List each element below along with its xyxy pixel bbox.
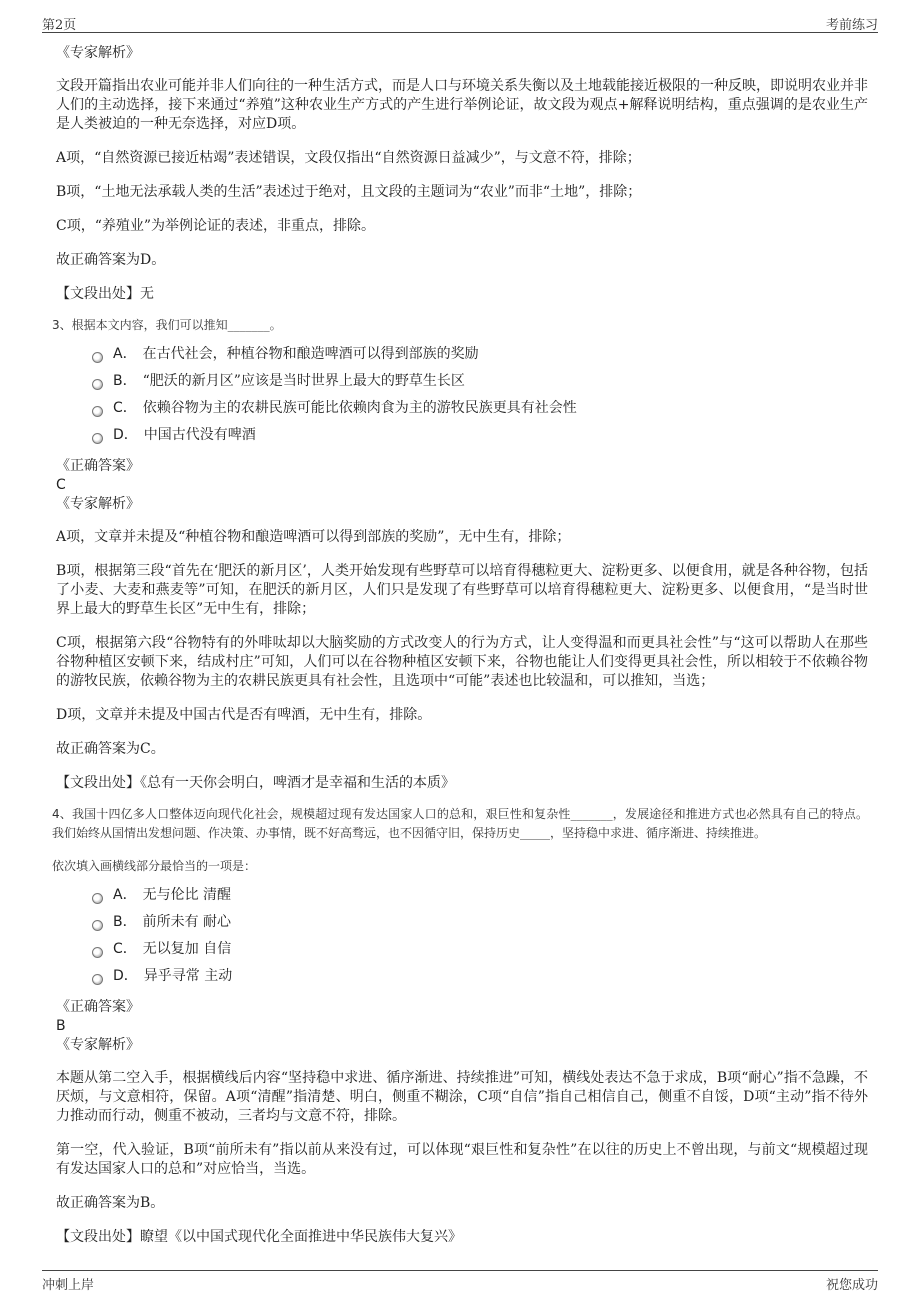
q3-options [92,341,868,449]
analysis-tag: 《专家解析》 [56,1037,140,1053]
analysis-paragraph: C项，根据第六段“谷物特有的外啡呔却以大脑奖励的方式改变人的行为方式，让人变得温和而更具社会性”与“这可以帮助人在那些谷物种植区安顿下来，结成村庄”可知，人们可以在谷物种植区安顿下来，谷物也能让人们变得更具社会性，所以相较于不依赖谷物的游牧民族，依赖谷物为主的农耕民族更具有社会性，且选项中“可能”表述也比较温和，可以推知，当选； [56,635,868,689]
answer-tag: 《正确答案》 [56,999,140,1015]
radio-button-icon[interactable] [92,893,103,904]
answer-conclusion: 故正确答案为B。 [56,1195,165,1211]
question-3 [52,316,868,335]
question-4 [52,805,868,843]
analysis-tag: 《专家解析》 [56,45,140,61]
analysis-paragraph: 本题从第二空入手，根据横线后内容“坚持稳中求进、循序渐进、持续推进”可知，横线处表达不急于求成，B项“耐心”指不急躁，不厌烦，与文意相符，保留。A项“清醒”指清楚、明白，侧重不糊涂，C项“自信”指自己相信自己，侧重不自馁，D项“主动”指不待外力推动而行动，侧重不被动，三者均与文意不符，排除。 [56,1070,868,1124]
page-number: 第2页 [42,18,77,33]
radio-button-icon[interactable] [92,920,103,931]
source-citation: 【文段出处】瞭望《以中国式现代化全面推进中华民族伟大复兴》 [56,1229,462,1245]
option-a[interactable]: A． 在古代社会，种植谷物和酿造啤酒可以得到部族的奖励 [92,341,868,368]
answer-conclusion: 故正确答案为D。 [56,252,166,268]
question-number: 4、 [52,807,72,821]
option-d[interactable]: D． 异乎寻常 主动 [92,963,868,990]
source-citation: 【文段出处】《总有一天你会明白，啤酒才是幸福和生活的本质》 [56,775,455,791]
document-body [52,44,868,1259]
question-number: 3、 [52,318,72,332]
q4-options [92,882,868,990]
analysis-paragraph: B项，“土地无法承载人类的生活”表述过于绝对，且文段的主题词为“农业”而非“土地”，排除； [56,184,642,200]
option-c[interactable]: C． 依赖谷物为主的农耕民族可能比依赖肉食为主的游牧民族更具有社会性 [92,395,868,422]
correct-answer: B [56,1018,66,1034]
option-b[interactable]: B． 前所未有 耐心 [92,909,868,936]
answer-conclusion: 故正确答案为C。 [56,741,165,757]
radio-button-icon[interactable] [92,352,103,363]
analysis-tag: 《专家解析》 [56,496,140,512]
analysis-paragraph: B项，根据第三段“首先在‘肥沃的新月区’，人类开始发现有些野草可以培育得穗粒更大、淀粉更多、以便食用，就是各种谷物，包括了小麦、大麦和燕麦等”可知，在肥沃的新月区，人们只是发现了有些野草可以培育得穗粒更大、淀粉更多、以便食用，“是当时世界上最大的野草生长区”无中生有，排除； [56,563,868,617]
analysis-paragraph: 文段开篇指出农业可能并非人们向往的一种生活方式，而是人口与环境关系失衡以及土地载能接近极限的一种反映，即说明农业并非人们的主动选择，接下来通过“养殖”这种农业生产方式的产生进行举例论证，故文段为观点+解释说明结构，重点强调的是农业生产是人类被迫的一种无奈选择，对应D项。 [56,78,868,132]
option-c[interactable]: C． 无以复加 自信 [92,936,868,963]
correct-answer: C [56,477,66,493]
analysis-paragraph: D项，文章并未提及中国古代是否有啤酒，无中生有，排除。 [56,707,432,723]
option-d[interactable]: D． 中国古代没有啤酒 [92,422,868,449]
analysis-paragraph: 第一空，代入验证，B项“前所未有”指以前从来没有过，可以体现“艰巨性和复杂性”在以往的历史上不曾出现，与前文“规模超过现有发达国家人口的总和”对应恰当，当选。 [56,1142,868,1177]
radio-button-icon[interactable] [92,974,103,985]
page-header [42,10,878,33]
question-instruction: 依次填入画横线部分最恰当的一项是： [52,859,257,873]
analysis-paragraph: C项，“养殖业”为举例论证的表述，非重点，排除。 [56,218,376,234]
answer-tag: 《正确答案》 [56,458,140,474]
radio-button-icon[interactable] [92,406,103,417]
analysis-paragraph: A项，文章并未提及“种植谷物和酿造啤酒可以得到部族的奖励”，无中生有，排除； [56,529,571,545]
radio-button-icon[interactable] [92,379,103,390]
option-b[interactable]: B． “肥沃的新月区”应该是当时世界上最大的野草生长区 [92,368,868,395]
radio-button-icon[interactable] [92,433,103,444]
option-a[interactable]: A． 无与伦比 清醒 [92,882,868,909]
header-title: 考前练习 [825,18,878,33]
page-footer [42,1270,878,1295]
question-text: 我国十四亿多人口整体迈向现代化社会，规模超过现有发达国家人口的总和，艰巨性和复杂性_______，发展途径和推进方式也必然具有自己的特点。我们始终从国情出发想问题、作决策、办事情，既不好高骛远，也不因循守旧，保持历史_____，坚持稳中求进、循序渐进、持续推进。 [52,807,868,840]
footer-left-text: 冲刺上岸 [42,1278,95,1293]
source-citation: 【文段出处】无 [56,286,154,302]
radio-button-icon[interactable] [92,947,103,958]
footer-right-text: 祝您成功 [825,1278,878,1293]
question-text: 根据本文内容，我们可以推知_______。 [71,318,282,332]
analysis-paragraph: A项，“自然资源已接近枯竭”表述错误，文段仅指出“自然资源日益减少”，与文意不符，排除； [56,150,641,166]
